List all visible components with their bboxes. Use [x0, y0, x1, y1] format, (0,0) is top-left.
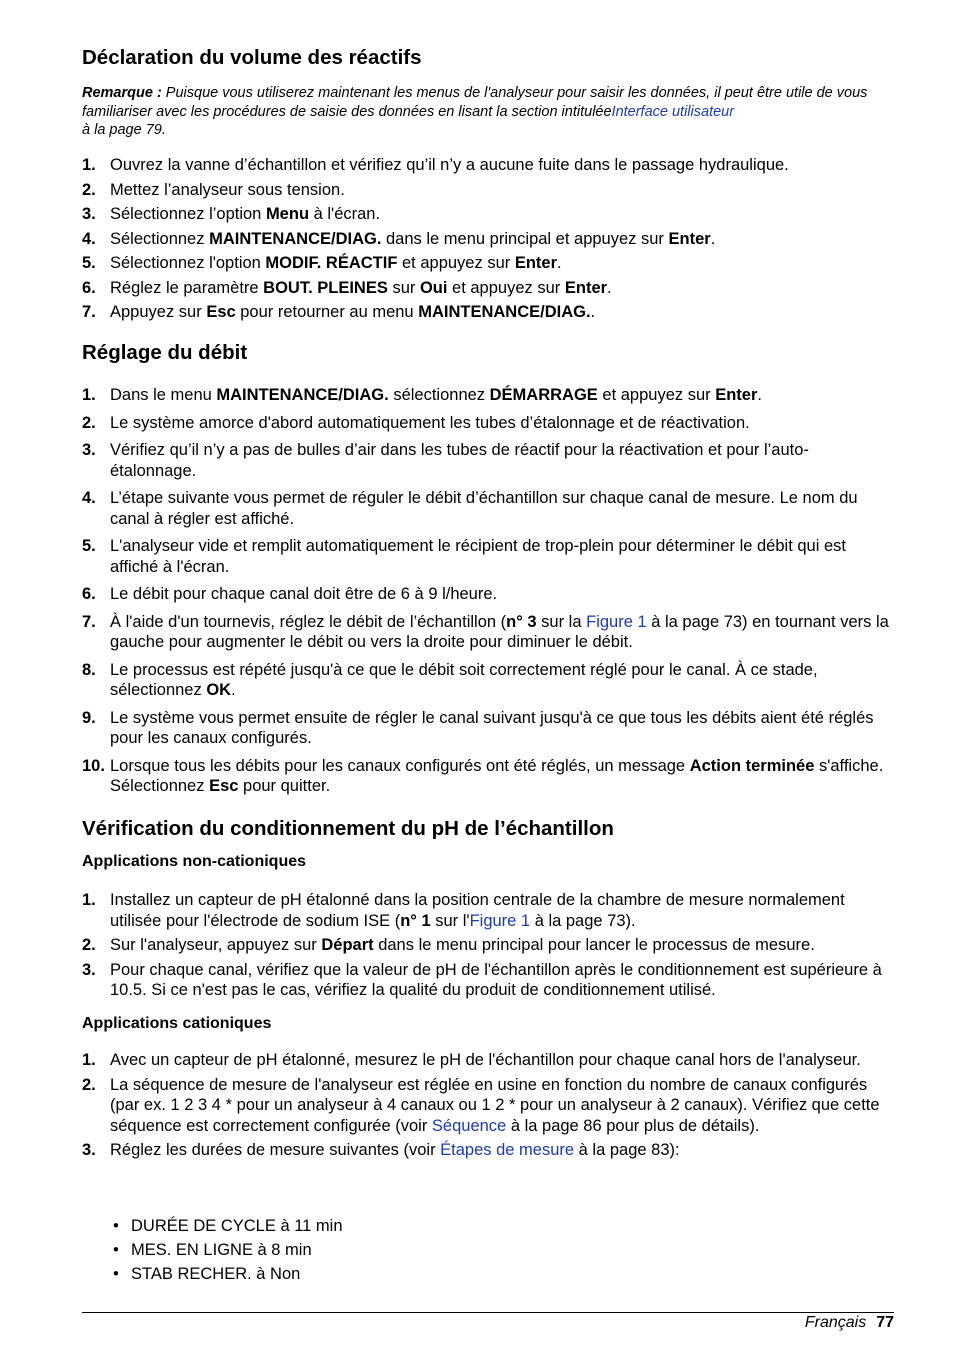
- volume-step-7: [82, 302, 894, 323]
- step-text: .: [557, 254, 562, 272]
- step-text: L'analyseur vide et remplit automatiquement le récipient de trop-plein pour déterminer le débit qui est affiché à l'écran.: [110, 537, 846, 576]
- bullet-dot-icon: •: [113, 1241, 119, 1259]
- debit-step-8: [82, 660, 894, 701]
- step-number: 2.: [82, 413, 96, 432]
- page-number: 77: [876, 1314, 894, 1331]
- step-emphasis: MAINTENANCE/DIAG.: [209, 229, 382, 248]
- duration-bullet-item: [82, 1264, 894, 1285]
- step-text: L’étape suivante vous permet de réguler le débit d’échantillon sur chaque canal de mesure. Le nom du canal à régler est affiché.: [110, 489, 858, 528]
- step-number: 8.: [82, 660, 96, 679]
- step-text: Dans le menu: [110, 386, 217, 404]
- bullet-dot-icon: •: [113, 1217, 119, 1235]
- step-emphasis: n° 3: [506, 612, 537, 631]
- step-number: 2.: [82, 936, 96, 954]
- step-text: Sélectionnez l’option: [110, 205, 266, 223]
- cationic-steps: [82, 1050, 894, 1161]
- link-interface-utilisateur[interactable]: Interface utilisateur: [611, 103, 735, 120]
- step-emphasis: Enter: [668, 229, 711, 248]
- volume-steps: [82, 155, 894, 323]
- debit-step-1: [82, 385, 894, 406]
- note-remark: [82, 84, 894, 140]
- step-text: Le débit pour chaque canal doit être de 6 à 9 l/heure.: [110, 585, 498, 603]
- step-text: sur l': [430, 911, 470, 930]
- step-text: sur la: [536, 612, 587, 631]
- step-emphasis: Esc: [209, 777, 239, 795]
- subtitle-non-cationiques: Applications non-cationiques: [82, 853, 307, 870]
- bullet-dot-icon: •: [113, 1265, 119, 1283]
- step-text: Mettez l’analyseur sous tension.: [110, 180, 345, 199]
- step-text: La séquence de mesure de l'analyseur est réglée en usine en fonction du nombre de canaux configurés (par ex. 1 2 3 4 * pour un analyseur à 4 canaux ou 1 2 * pour un analyseur à 2 canaux). Vérifiez que cette séquence est correctement configurée (voir: [110, 1075, 880, 1135]
- step-text: pour retourner au menu: [235, 303, 419, 321]
- bullet-text: DURÉE DE CYCLE à 11 min: [131, 1217, 343, 1235]
- step-number: 1.: [82, 386, 96, 404]
- step-emphasis: Enter: [715, 386, 758, 404]
- step-number: 9.: [82, 708, 96, 727]
- step-number: 7.: [82, 303, 96, 321]
- cross-reference-link[interactable]: Figure 1: [469, 911, 531, 930]
- duration-bullets: [82, 1216, 894, 1285]
- debit-step-2: [82, 413, 894, 434]
- debit-step-5: [82, 536, 894, 577]
- debit-step-4: [82, 488, 894, 529]
- step-number: 4.: [82, 489, 96, 507]
- step-text: à l'écran.: [309, 205, 381, 223]
- step-text: Le système amorce d'abord automatiquement les tubes d’étalonnage et de réactivation.: [110, 413, 750, 432]
- note-text: Puisque vous utiliserez maintenant les menus de l'analyseur pour saisir les données, il peut être utile de vous familiariser avec les procédures de saisie des données en lisant la section intitulée: [82, 85, 868, 120]
- step-number: 3.: [82, 1141, 96, 1159]
- page-footer: [82, 1313, 894, 1333]
- step-emphasis: OK: [206, 681, 232, 699]
- step-text: et appuyez sur: [597, 386, 716, 404]
- step-text: à la page 86 pour plus de détails).: [506, 1116, 760, 1135]
- cross-reference-link[interactable]: Séquence: [431, 1116, 507, 1135]
- volume-step-2: [82, 180, 894, 201]
- step-number: 5.: [82, 537, 96, 555]
- non-cationic-steps: [82, 890, 894, 1001]
- bullet-text: MES. EN LIGNE à 8 min: [131, 1241, 312, 1259]
- cross-reference-link[interactable]: Étapes de mesure: [440, 1141, 575, 1159]
- step-number: 4.: [82, 229, 96, 248]
- step-number: 1.: [82, 891, 96, 909]
- note-label: Remarque :: [82, 85, 162, 101]
- subtitle-cationiques: Applications cationiques: [82, 1015, 272, 1032]
- step-text: Le processus est répété jusqu'à ce que le débit soit correctement réglé pour le canal. À ce stade, sélectionnez: [110, 660, 818, 699]
- step-number: 2.: [82, 180, 96, 199]
- step-text: Sélectionnez: [110, 229, 210, 248]
- volume-step-5: [82, 253, 894, 274]
- footer-language: Français: [804, 1314, 867, 1331]
- cationic-step-3: [82, 1140, 894, 1161]
- step-text: Avec un capteur de pH étalonné, mesurez le pH de l'échantillon pour chaque canal hors de l'analyseur.: [110, 1051, 861, 1069]
- cationic-step-1: [82, 1050, 894, 1071]
- step-emphasis: MAINTENANCE/DIAG.: [418, 303, 591, 321]
- step-emphasis: Menu: [265, 205, 310, 223]
- debit-step-9: [82, 708, 894, 749]
- debit-step-6: [82, 584, 894, 605]
- step-text: à la page 73) en tournant vers la gauche pour augmenter le débit ou vers la droite pour diminuer le débit.: [110, 612, 889, 651]
- step-number: 5.: [82, 254, 96, 272]
- step-text: À l'aide d'un tournevis, réglez le débit de l’échantillon (: [110, 612, 507, 631]
- duration-bullet-item: [82, 1240, 894, 1261]
- step-number: 6.: [82, 278, 96, 297]
- non-cationic-step-2: [82, 935, 894, 956]
- step-number: 1.: [82, 156, 96, 174]
- step-number: 2.: [82, 1075, 96, 1094]
- step-text: et appuyez sur: [447, 278, 565, 297]
- bullet-text: STAB RECHER. à Non: [131, 1265, 301, 1283]
- note-page-ref: à la page 79.: [82, 122, 166, 138]
- cross-reference-link[interactable]: Figure 1: [586, 612, 647, 631]
- step-text: sélectionnez: [388, 386, 490, 404]
- section-title-ph: Vérification du conditionnement du pH de l’échantillon: [82, 817, 614, 840]
- step-emphasis: Départ: [321, 936, 374, 954]
- step-text: Installez un capteur de pH étalonné dans la position centrale de la chambre de mesure normalement utilisée pour l'électrode de sodium ISE (: [110, 891, 845, 930]
- step-number: 3.: [82, 960, 96, 979]
- step-text: pour quitter.: [238, 777, 331, 795]
- step-text: .: [757, 386, 762, 404]
- step-emphasis: Esc: [206, 303, 236, 321]
- step-text: Réglez les durées de mesure suivantes (voir: [110, 1141, 441, 1159]
- step-text: Sélectionnez l'option: [110, 254, 266, 272]
- step-text: Le système vous permet ensuite de régler le canal suivant jusqu'à ce que tous les débits aient été réglés pour les canaux configurés.: [110, 708, 874, 747]
- cationic-step-2: [82, 1075, 894, 1137]
- step-emphasis: DÉMARRAGE: [489, 386, 598, 404]
- step-emphasis: Oui: [419, 278, 448, 297]
- step-number: 3.: [82, 441, 96, 459]
- debit-step-10: [82, 756, 894, 797]
- step-emphasis: Enter: [514, 254, 558, 272]
- step-text: .: [590, 303, 596, 321]
- step-text: dans le menu principal pour lancer le processus de mesure.: [373, 936, 815, 954]
- step-text: Appuyez sur: [110, 303, 207, 321]
- step-number: 1.: [82, 1051, 96, 1069]
- step-text: Pour chaque canal, vérifiez que la valeur de pH de l'échantillon après le conditionnement est supérieure à 10.5. Si ce n'est pas le cas, vérifiez la qualité du produit de conditionnement utilisé.: [110, 960, 882, 999]
- step-number: 3.: [82, 205, 96, 223]
- step-text: .: [231, 681, 236, 699]
- step-number: 7.: [82, 612, 96, 631]
- step-text: .: [710, 229, 716, 248]
- step-emphasis: BOUT. PLEINES: [263, 278, 388, 297]
- step-text: Réglez le paramètre: [110, 278, 264, 297]
- non-cationic-step-1: [82, 890, 894, 931]
- step-text: dans le menu principal et appuyez sur: [381, 229, 669, 248]
- step-emphasis: MAINTENANCE/DIAG.: [216, 386, 389, 404]
- step-emphasis: MODIF. RÉACTIF: [265, 254, 398, 272]
- section-title-debit: Réglage du débit: [82, 341, 248, 364]
- step-text: sur: [387, 278, 420, 297]
- step-text: à la page 83):: [574, 1141, 680, 1159]
- step-text: s'affiche. Sélectionnez: [110, 756, 884, 795]
- debit-steps: [82, 385, 894, 797]
- debit-step-7: [82, 612, 894, 653]
- step-number: 10.: [82, 756, 105, 775]
- step-emphasis: Enter: [564, 278, 608, 297]
- step-text: Sur l'analyseur, appuyez sur: [110, 936, 322, 954]
- step-text: à la page 73).: [530, 911, 636, 930]
- debit-step-3: [82, 440, 894, 481]
- section-title-volume: Déclaration du volume des réactifs: [82, 46, 422, 69]
- step-text: .: [607, 278, 612, 297]
- step-emphasis: Action terminée: [689, 756, 815, 775]
- step-text: et appuyez sur: [397, 254, 515, 272]
- step-text: Lorsque tous les débits pour les canaux configurés ont été réglés, un message: [110, 756, 690, 775]
- volume-step-1: [82, 155, 894, 176]
- volume-step-6: [82, 278, 894, 299]
- step-number: 6.: [82, 585, 96, 603]
- duration-bullet-item: [82, 1216, 894, 1237]
- volume-step-4: [82, 229, 894, 250]
- step-text: Ouvrez la vanne d’échantillon et vérifiez qu’il n’y a aucune fuite dans le passage hydraulique.: [110, 156, 789, 174]
- step-text: Vérifiez qu’il n’y a pas de bulles d’air dans les tubes de réactif pour la réactivation et pour l’auto-étalonnage.: [110, 441, 809, 480]
- volume-step-3: [82, 204, 894, 225]
- step-emphasis: n° 1: [400, 911, 431, 930]
- non-cationic-step-3: [82, 960, 894, 1001]
